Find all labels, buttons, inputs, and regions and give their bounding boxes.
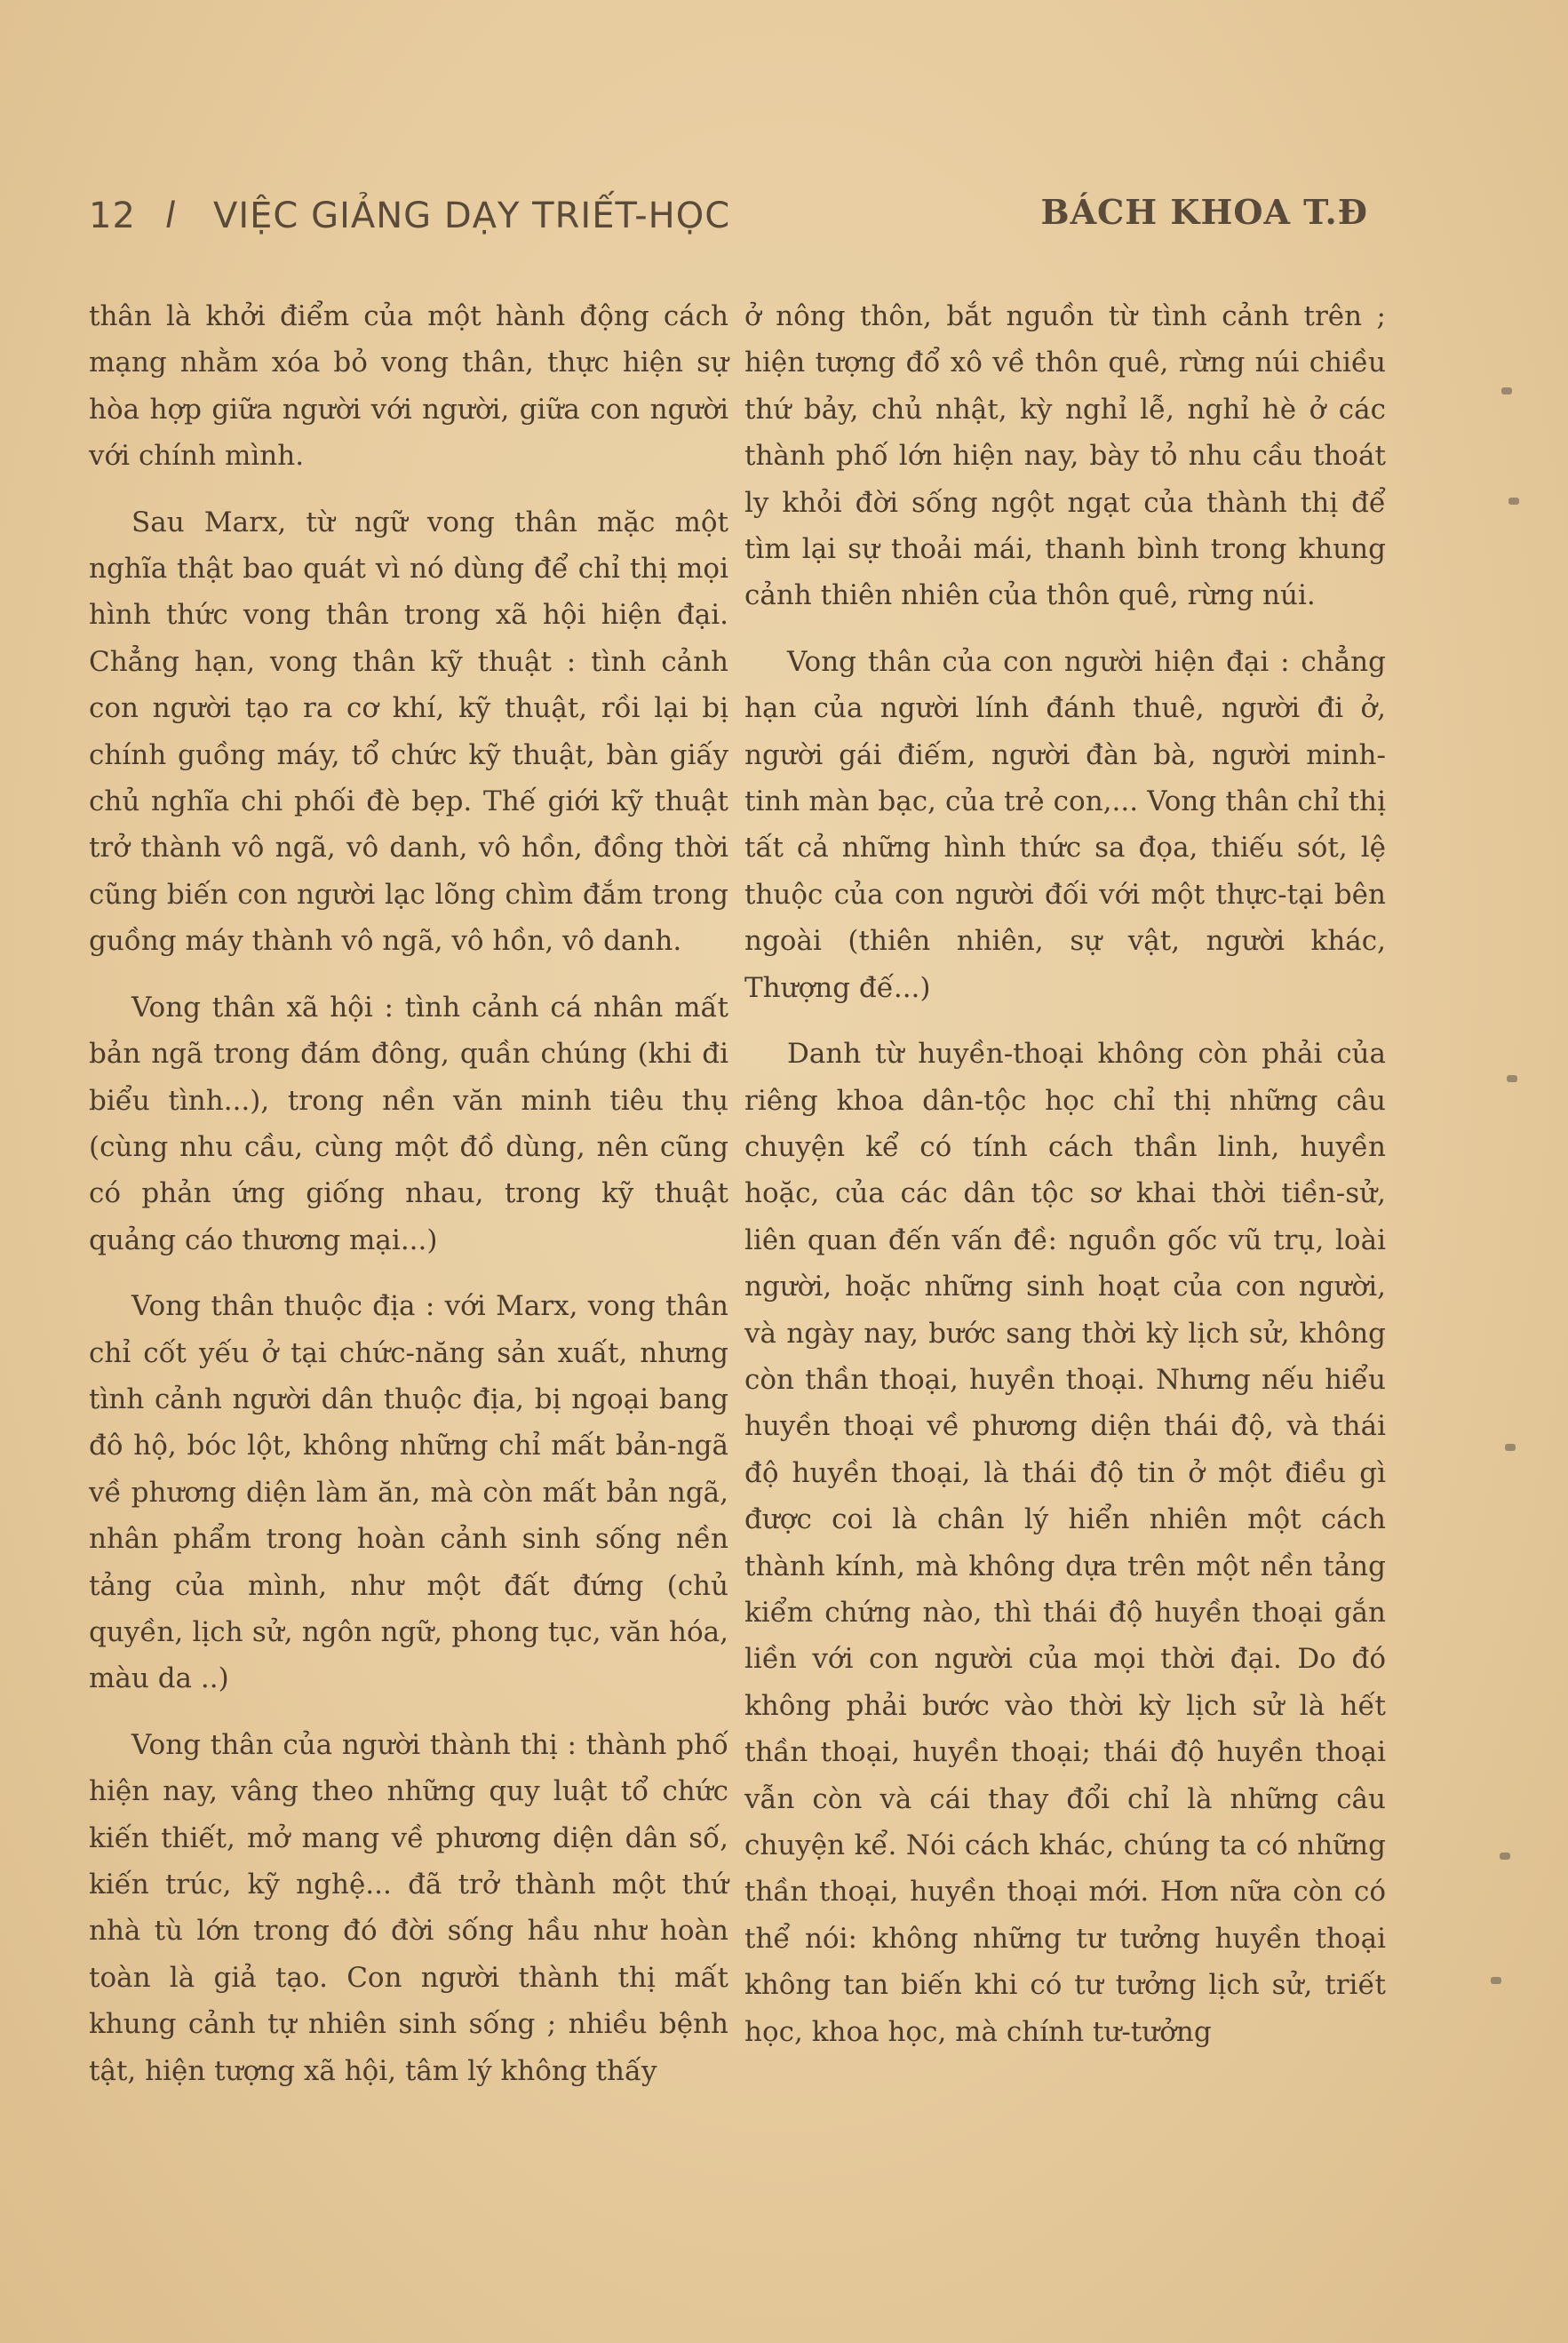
paragraph: Sau Marx, từ ngữ vong thân mặc một nghĩa thật bao quát vì nó dùng để chỉ thị mọi hình thức vong thân trong xã hội hiện đại. Chẳng hạn, vong thân kỹ thuật : tình cảnh con người tạo ra cơ khí, kỹ thuật, rồi lại bị chính guồng máy, tổ chức kỹ thuật, bàn giấy chủ nghĩa chi phối đè bẹp. Thế giới kỹ thuật trở thành vô ngã, vô danh, vô hồn, đồng thời cũng biến con người lạc lõng chìm đắm trong guồng máy thành vô ngã, vô hồn, vô danh.: [89, 506, 728, 958]
running-title: VIỆC GIẢNG DẠY TRIẾT-HỌC: [213, 195, 731, 236]
paragraph: Vong thân của con người hiện đại : chẳng hạn của người lính đánh thuê, người đi ở, người gái điếm, người đàn bà, người minh-tinh màn bạc, của trẻ con,... Vong thân chỉ thị tất cả những hình thức sa đọa, thiếu sót, lệ thuộc của con người đối với một thực-tại bên ngoài (thiên nhiên, sự vật, người khác, Thượng đế...): [744, 645, 1386, 1004]
page-number: 12: [89, 195, 136, 236]
journal-title: BÁCH KHOA T.Đ: [1040, 192, 1368, 232]
paragraph: Danh từ huyền-thoại không còn phải của riêng khoa dân-tộc học chỉ thị những câu chuyện kể có tính cách thần linh, huyền hoặc, của các dân tộc sơ khai thời tiền-sử, liên quan đến vấn đề: nguồn gốc vũ trụ, loài người, hoặc những sinh hoạt của con người, và ngày nay, bước sang thời kỳ lịch sử, không còn thần thoại, huyền thoại. Nhưng nếu hiểu huyền thoại về phương diện thái độ, và thái độ huyền thoại, là thái độ tin ở một điều gì được coi là chân lý hiển nhiên một cách thành kính, mà không dựa trên một nền tảng kiểm chứng nào, thì thái độ huyền thoại gắn liền với con người của mọi thời đại. Do đó không phải bước vào thời kỳ lịch sử là hết thần thoại, huyền thoại; thái độ huyền thoại vẫn còn và cái thay đổi chỉ là những câu chuyện kể. Nói cách khác, chúng ta có những thần thoại, huyền thoại mới. Hơn nữa còn có thể nói: không những tư tưởng huyền thoại không tan biến khi có tư tưởng lịch sử, triết học, khoa học, mà chính tư-tưởng: [744, 1038, 1386, 2048]
paragraph: Vong thân của người thành thị : thành phố hiện nay, vâng theo những quy luật tổ chức kiến thiết, mở mang về phương diện dân số, kiến trúc, kỹ nghệ... đã trở thành một thứ nhà tù lớn trong đó đời sống hầu như hoàn toàn là giả tạo. Con người thành thị mất khung cảnh tự nhiên sinh sống ; nhiều bệnh tật, hiện tượng xã hội, tâm lý không thấy: [89, 1728, 728, 2087]
paragraph: thân là khởi điểm của một hành động cách mạng nhằm xóa bỏ vong thân, thực hiện sự hòa hợp giữa người với người, giữa con người với chính mình.: [89, 300, 728, 473]
left-column: [89, 293, 728, 2114]
running-header: [89, 188, 1368, 242]
binding-hole-mark: [1500, 1853, 1510, 1860]
binding-hole-mark: [1491, 1977, 1501, 1984]
binding-hole-mark: [1505, 1444, 1516, 1451]
paragraph: Vong thân thuộc địa : với Marx, vong thân chỉ cốt yếu ở tại chức-năng sản xuất, nhưng tình cảnh người dân thuộc địa, bị ngoại bang đô hộ, bóc lột, không những chỉ mất bản-ngã về phương diện làm ăn, mà còn mất bản ngã, nhân phẩm trong hoàn cảnh sinh sống nền tảng của mình, như một đất đứng (chủ quyền, lịch sử, ngôn ngữ, phong tục, văn hóa, màu da ..): [89, 1290, 728, 1695]
binding-hole-mark: [1508, 498, 1519, 505]
header-separator: l: [165, 195, 177, 236]
binding-hole-mark: [1507, 1075, 1517, 1082]
paragraph: Vong thân xã hội : tình cảnh cá nhân mất bản ngã trong đám đông, quần chúng (khi đi biểu tình...), trong nền văn minh tiêu thụ (cùng nhu cầu, cùng một đồ dùng, nên cũng có phản ứng giống nhau, trong kỹ thuật quảng cáo thương mại...): [89, 991, 728, 1256]
binding-hole-mark: [1501, 387, 1512, 394]
right-column: [744, 293, 1386, 2075]
paragraph: ở nông thôn, bắt nguồn từ tình cảnh trên ; hiện tượng đổ xô về thôn quê, rừng núi chiều thứ bảy, chủ nhật, kỳ nghỉ lễ, nghỉ hè ở các thành phố lớn hiện nay, bày tỏ nhu cầu thoát ly khỏi đời sống ngột ngạt của thành thị để tìm lại sự thoải mái, thanh bình trong khung cảnh thiên nhiên của thôn quê, rừng núi.: [744, 300, 1386, 612]
